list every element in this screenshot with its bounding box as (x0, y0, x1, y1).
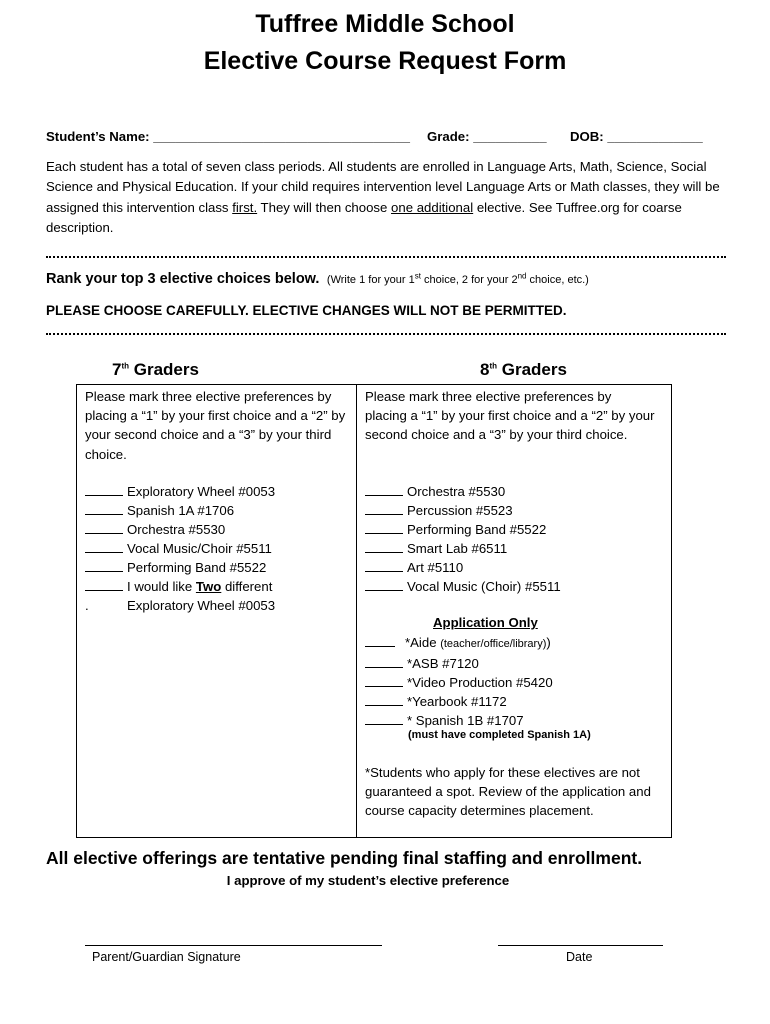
intro-text-1: Each student has a total of seven class periods. All students are enrolled in Language Arts, Math, Science, Social Science and Physical Education. If your child requires intervention level Language Arts or Math classes, they will be assigned this intervention class (46, 159, 720, 215)
list-item: . Exploratory Wheel #0053 (85, 598, 276, 613)
application-list (365, 633, 553, 730)
date-label: Date (566, 950, 593, 964)
grade7-instructions: Please mark three elective preferences by placing a “1” by your first choice and a “2” by your second choice and a “3” by your third choice. (85, 389, 346, 462)
rank-heading: Rank your top 3 elective choices below. (46, 271, 320, 287)
rank-blank[interactable] (85, 503, 123, 515)
list-item: Spanish 1A #1706 (85, 501, 275, 520)
form-title: Elective Course Request Form (203, 47, 567, 75)
rank-blank[interactable] (365, 579, 403, 591)
intro-one-additional: one additional (391, 199, 474, 215)
rank-blank[interactable] (365, 560, 403, 572)
intro-text-2: They will then choose (257, 199, 392, 215)
application-only-heading: Application Only (433, 615, 538, 630)
student-info-line (46, 127, 410, 148)
student-name-label: Student’s Name: (46, 129, 150, 144)
rank-line (46, 270, 589, 288)
rank-blank[interactable] (365, 503, 403, 515)
grade-field[interactable]: __________ (473, 129, 547, 144)
intro-text-3: elective. See Tuffree.org for coarse description. (46, 199, 682, 235)
table-column-divider (356, 384, 357, 838)
rank-blank[interactable] (85, 560, 123, 572)
rank-blank[interactable] (365, 635, 395, 647)
dotted-divider-top (46, 256, 726, 258)
student-name-field[interactable]: ___________________________________ (153, 129, 410, 144)
intro-first: first. (232, 199, 258, 215)
rank-blank[interactable] (365, 484, 403, 496)
list-item: Exploratory Wheel #0053 (85, 482, 275, 501)
rank-blank[interactable] (85, 522, 123, 534)
list-item: Orchestra #5530 (85, 520, 275, 539)
rank-blank[interactable] (365, 713, 403, 725)
rank-blank[interactable] (365, 522, 403, 534)
grade-label: Grade: (427, 129, 470, 144)
list-item: *ASB #7120 (365, 654, 553, 673)
tentative-notice: All elective offerings are tentative pending final staffing and enrollment. (46, 848, 643, 868)
signature-line[interactable] (85, 945, 382, 946)
rank-blank[interactable] (365, 656, 403, 668)
rank-blank[interactable] (365, 694, 403, 706)
approval-statement: I approve of my student’s elective preference (226, 873, 510, 888)
dob-label: DOB: (570, 129, 604, 144)
rank-blank[interactable] (365, 541, 403, 553)
list-item: Vocal Music/Choir #5511 (85, 539, 275, 558)
rank-blank[interactable] (85, 484, 123, 496)
date-line[interactable] (498, 945, 663, 946)
intro-paragraph (46, 157, 736, 238)
list-item: Percussion #5523 (365, 501, 561, 520)
dob-field[interactable]: _____________ (607, 129, 703, 144)
spanish-1b-note: (must have completed Spanish 1A) (408, 729, 591, 741)
application-footnote: *Students who apply for these electives are not guaranteed a spot. Review of the application and course capacity determines placement. (365, 765, 651, 819)
list-item: *Video Production #5420 (365, 673, 553, 692)
rank-blank[interactable] (85, 541, 123, 553)
list-item: Smart Lab #6511 (365, 539, 561, 558)
rank-note: (Write 1 for your 1st choice, 2 for your 2nd choice, etc.) (326, 271, 589, 286)
grade7-heading: 7th Graders (112, 360, 199, 379)
grade8-instructions: Please mark three elective preferences by placing a “1” by your first choice and a “2” by your second choice and a “3” by your third choice. (365, 389, 655, 443)
list-item: Art #5110 (365, 558, 561, 577)
dotted-divider-bottom (46, 333, 726, 335)
list-item: * Spanish 1B #1707 (365, 711, 553, 730)
list-item: *Aide (teacher/office/library)) (365, 633, 553, 654)
list-item: *Yearbook #1172 (365, 692, 553, 711)
list-item: Performing Band #5522 (365, 520, 561, 539)
grade7-list (85, 482, 275, 615)
list-item: Vocal Music (Choir) #5511 (365, 577, 561, 596)
list-item: Orchestra #5530 (365, 482, 561, 501)
grade8-heading: 8th Graders (480, 360, 567, 379)
school-name: Tuffree Middle School (255, 10, 515, 38)
signature-label: Parent/Guardian Signature (92, 950, 241, 964)
grade8-list (365, 482, 561, 596)
grade-line (427, 127, 547, 148)
list-item: Performing Band #5522 (85, 558, 275, 577)
rank-blank[interactable] (85, 579, 123, 591)
list-item: I would like Two different (85, 577, 275, 596)
no-changes-warning: PLEASE CHOOSE CAREFULLY. ELECTIVE CHANGES WILL NOT BE PERMITTED. (46, 303, 567, 318)
rank-blank[interactable] (365, 675, 403, 687)
dob-line (570, 127, 703, 148)
